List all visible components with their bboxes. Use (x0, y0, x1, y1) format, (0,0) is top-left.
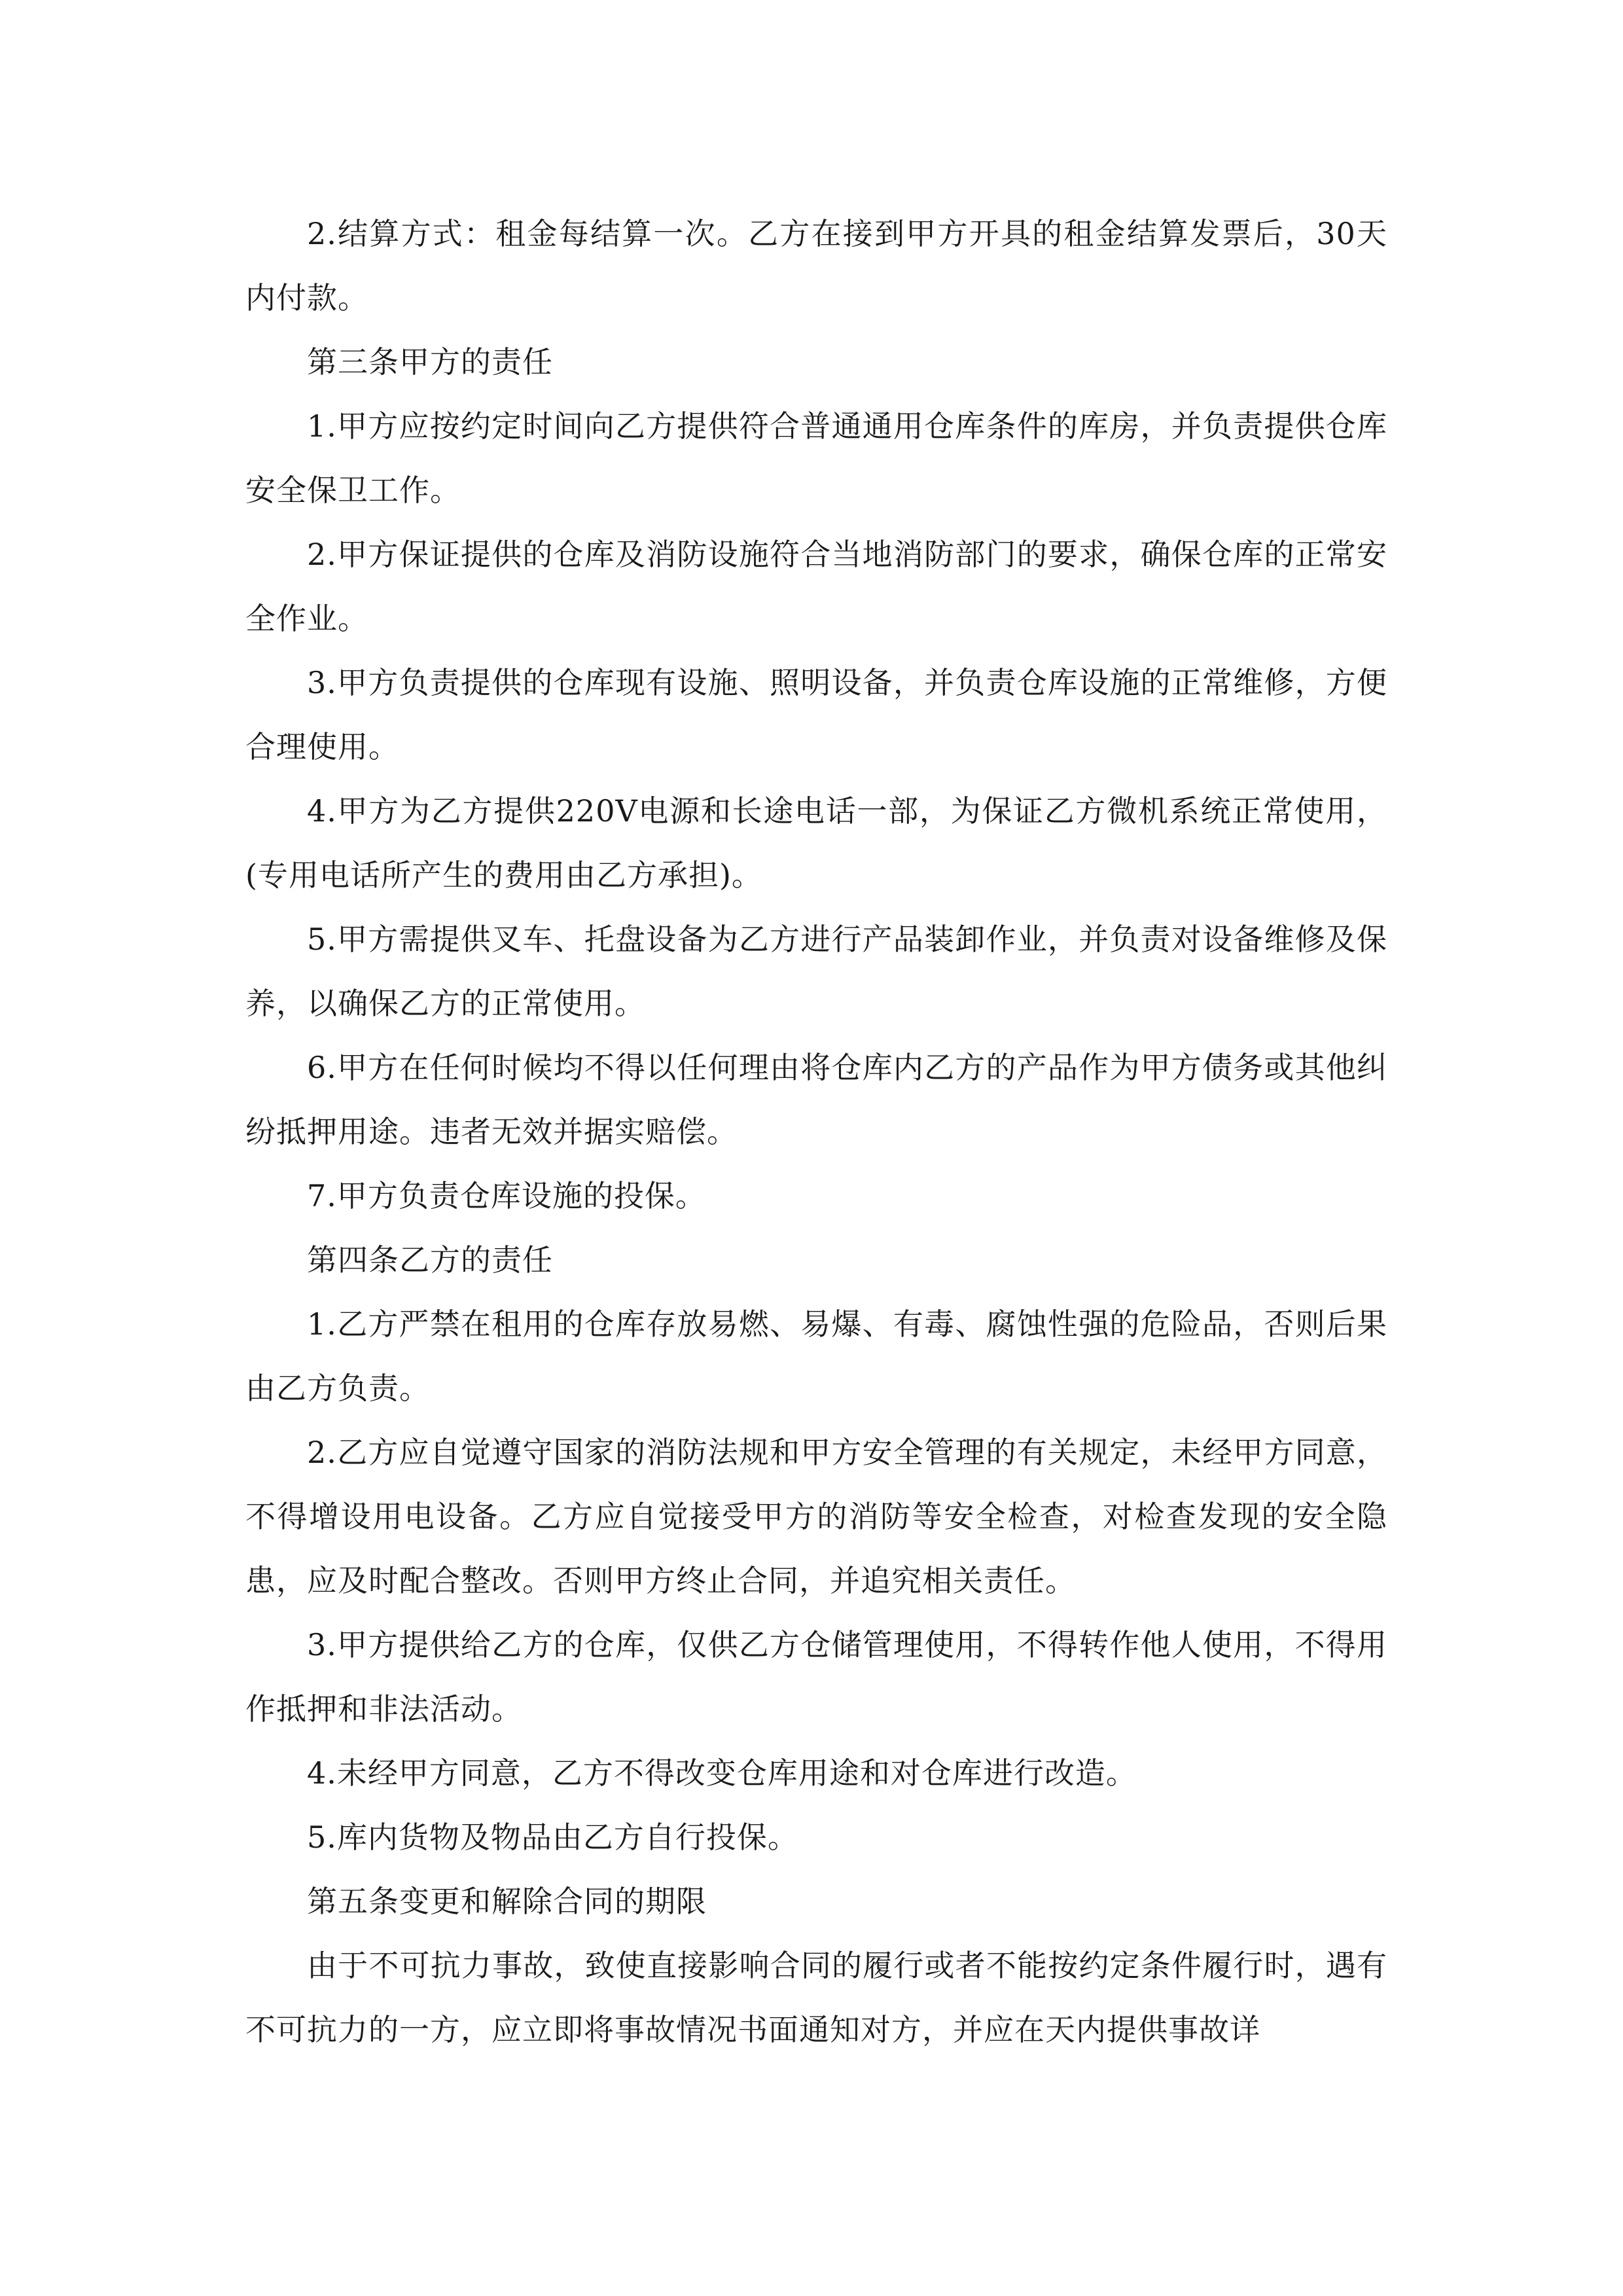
clause-settlement-method: 2.结算方式：租金每结算一次。乙方在接到甲方开具的租金结算发票后，30天内付款。 (245, 216, 1387, 315)
section-heading-party-b-duties: 第四条乙方的责任 (307, 1242, 553, 1278)
clause-b-4: 4.未经甲方同意，乙方不得改变仓库用途和对仓库进行改造。 (307, 1755, 1137, 1791)
clause-a-5: 5.甲方需提供叉车、托盘设备为乙方进行产品装卸作业，并负责对设备维修及保养，以确保乙方的正常使用。 (245, 922, 1387, 1021)
clause-force-majeure: 由于不可抗力事故，致使直接影响合同的履行或者不能按约定条件履行时，遇有不可抗力的一方，应立即将事故情况书面通知对方，并应在天内提供事故详 (245, 1948, 1387, 2047)
clause-a-3: 3.甲方负责提供的仓库现有设施、照明设备，并负责仓库设施的正常维修，方便合理使用。 (245, 665, 1387, 764)
clause-a-6: 6.甲方在任何时候均不得以任何理由将仓库内乙方的产品作为甲方债务或其他纠纷抵押用途。违者无效并据实赔偿。 (245, 1050, 1387, 1149)
clause-b-1: 1.乙方严禁在租用的仓库存放易燃、易爆、有毒、腐蚀性强的危险品，否则后果由乙方负责。 (245, 1306, 1387, 1406)
clause-a-2: 2.甲方保证提供的仓库及消防设施符合当地消防部门的要求，确保仓库的正常安全作业。 (245, 537, 1387, 636)
clause-a-1: 1.甲方应按约定时间向乙方提供符合普通通用仓库条件的库房，并负责提供仓库安全保卫工作。 (245, 408, 1387, 508)
clause-a-7: 7.甲方负责仓库设施的投保。 (307, 1178, 706, 1213)
clause-b-5: 5.库内货物及物品由乙方自行投保。 (307, 1820, 798, 1855)
document-body (245, 202, 1387, 2062)
clause-a-4: 4.甲方为乙方提供220V电源和长途电话一部，为保证乙方微机系统正常使用，(专用电话所产生的费用由乙方承担)。 (245, 793, 1387, 893)
clause-b-2: 2.乙方应自觉遵守国家的消防法规和甲方安全管理的有关规定，未经甲方同意，不得增设用电设备。乙方应自觉接受甲方的消防等安全检查，对检查发现的安全隐患，应及时配合整改。否则甲方终止合同，并追究相关责任。 (245, 1435, 1387, 1598)
section-heading-party-a-duties: 第三条甲方的责任 (307, 344, 553, 380)
clause-b-3: 3.甲方提供给乙方的仓库，仅供乙方仓储管理使用，不得转作他人使用，不得用作抵押和非法活动。 (245, 1627, 1387, 1727)
section-heading-contract-change: 第五条变更和解除合同的期限 (307, 1884, 707, 1919)
